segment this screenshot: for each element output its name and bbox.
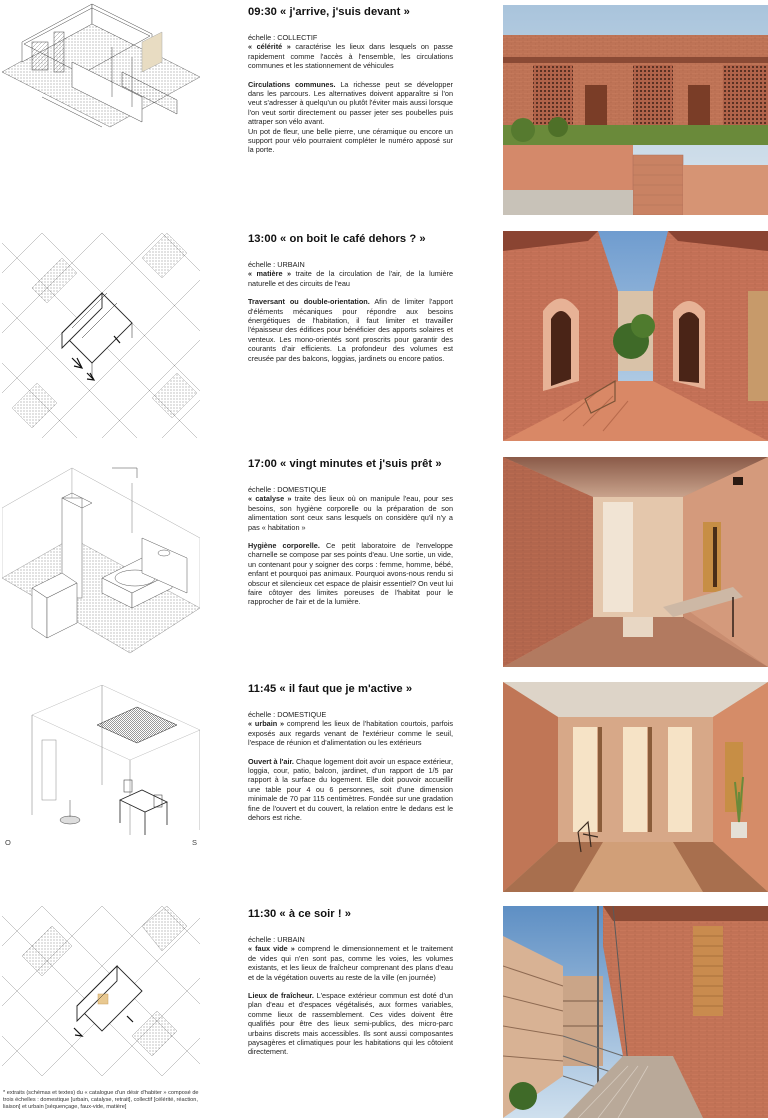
intro-paragraph: « catalyse » traite des lieux où on manipule l'eau, pour ses besoins, son hygiène corporelle ou la préparation de son alimentation sont ceux sans lesquels on considère qu'il n'y a pas « habitation »: [248, 494, 453, 532]
scale-label: échelle : DOMESTIQUE: [248, 710, 327, 719]
section-title: 11:30 « à ce soir ! »: [248, 908, 352, 920]
section-text: [248, 908, 453, 1057]
render-photo-loggia: [503, 682, 768, 892]
intro-paragraph: « faux vide » comprend le dimensionnement et le traitement de vides qui n'en sont pas, comme les voies, les volumes existants, et les lieux de fraîcheur comprenant des plans d'eau et de la végétation ouverts au reste de la ville (en journée): [248, 944, 453, 982]
intro-paragraph: « matière » traite de la circulation de l'air, de la lumière naturelle et des circuits de l'eau: [248, 269, 453, 288]
axonometric-diagram-circulations: [2, 2, 200, 202]
axonometric-diagram-hygiene: [2, 458, 200, 663]
footnote: * extraits (schémas et textes) du « catalogue d'un désir d'habiter » composé de trois échelles : domestique [urbain, catalyse, retrait], collectif [célérité, réaction, liaison] et urbain [séquençage, faux-vide, matière]: [3, 1089, 199, 1110]
intro-paragraph: « célérité » caractérise les lieux dans lesquels on passe rapidement comme l'accès à l'ensemble, les circulations communes et les stationnement de véhicules: [248, 42, 453, 71]
section-1130: [0, 900, 768, 1120]
section-1145: [0, 675, 768, 900]
scale-label: échelle : DOMESTIQUE: [248, 485, 327, 494]
axonometric-diagram-ouvert: [2, 685, 200, 835]
scale-label: échelle : COLLECTIF: [248, 33, 318, 42]
section-title: 11:45 « il faut que je m'active »: [248, 683, 413, 695]
section-text: [248, 458, 453, 607]
section-text: [248, 6, 453, 155]
body-paragraph-2: Un pot de fleur, une belle pierre, une céramique ou encore un support pour vélo pourraient compléter le numéro apposé sur la porte.: [248, 126, 453, 155]
section-title: 09:30 « j'arrive, j'suis devant »: [248, 6, 410, 18]
render-photo-bathroom: [503, 457, 768, 667]
section-text: [248, 233, 453, 363]
section-title: 17:00 « vingt minutes et j'suis prêt »: [248, 458, 442, 470]
compass-south-label: S: [192, 838, 198, 847]
section-text: [248, 683, 453, 822]
axonometric-diagram-fraicheur: [2, 906, 200, 1076]
render-photo-patio: [503, 231, 768, 441]
axonometric-diagram-traversant: [2, 233, 200, 438]
section-1700: [0, 450, 768, 675]
section-1300: [0, 225, 768, 450]
compass-west-label: O: [5, 838, 11, 847]
scale-label: échelle : URBAIN: [248, 260, 305, 269]
body-paragraph: Traversant ou double-orientation. Afin de limiter l'apport d'éléments mécaniques pour répondre aux besoins énergétiques de l'habitation, il faut limiter et travailler l'épaisseur des édifices pour bénéficier des apports solaires et venteux. Les mono-orientés sont proscrits pour garantir des courants d'air efficients. La profondeur des volumes est creusée par des balcons, loggias, jardinets ou encore patios.: [248, 297, 453, 363]
body-paragraph: Lieux de fraîcheur. L'espace extérieur commun est doté d'un plan d'eau et d'espaces végétalisés, aux formes variables, comme lieux de rassemblement. Ces vides doivent être qualifiés pour être des lieux semi-publics, des micro-parc urbains discrets mais accessibles. Ils sont aussi composantes paysagères et climatiques pour les habitations qui les côtoient directement.: [248, 991, 453, 1057]
intro-paragraph: « urbain » comprend les lieux de l'habitation courtois, parfois exposés aux regards venant de l'extérieur comme le seuil, l'espace de réunion et d'alimentation ou les extérieurs: [248, 719, 453, 748]
render-photo-entrance: [503, 5, 768, 215]
body-paragraph: Ouvert à l'air. Chaque logement doit avoir un espace extérieur, loggia, cour, patio, balcon, jardinet, d'un rapport de 1/5 par rapport à la surface du logement. Elle doit pouvoir accueillir une table pour 4 ou 6 personnes, soit d'une dimension minimale de 70 par 115 centimètres. Fondée sur une gradation fine de l'ouvert et du couvert, la relation entre le dedans est le dehors est riche.: [248, 756, 453, 823]
section-title: 13:00 « on boit le café dehors ? »: [248, 233, 426, 245]
render-photo-gallery: [503, 906, 768, 1118]
body-paragraph: Hygiène corporelle. Ce petit laboratoire de l'enveloppe charnelle se compose par ses points d'eau. Une sortie, un vide, un contenant pour y soigner des corps : femme, homme, bébé, enfant et pourquoi pas animaux. Pourquoi avons-nous rendu si obscur et silencieux cet espace de plaisir essentiel? On veut lui faire côtoyer des limites poreuses de l'habitat pour le rapprocher de l'air et de la lumière.: [248, 541, 454, 607]
scale-label: échelle : URBAIN: [248, 935, 305, 944]
body-paragraph: Circulations communes. La richesse peut se développer dans les parcours. Les alternatives doivent apparaître si l'on veut s'adresser à quelqu'un ou plutôt l'éviter mais aussi lorsque l'on veut sortir directement ou passer jeter ses poubelles puis attraper son vélo avant.: [248, 79, 453, 127]
section-0930: [0, 0, 768, 225]
